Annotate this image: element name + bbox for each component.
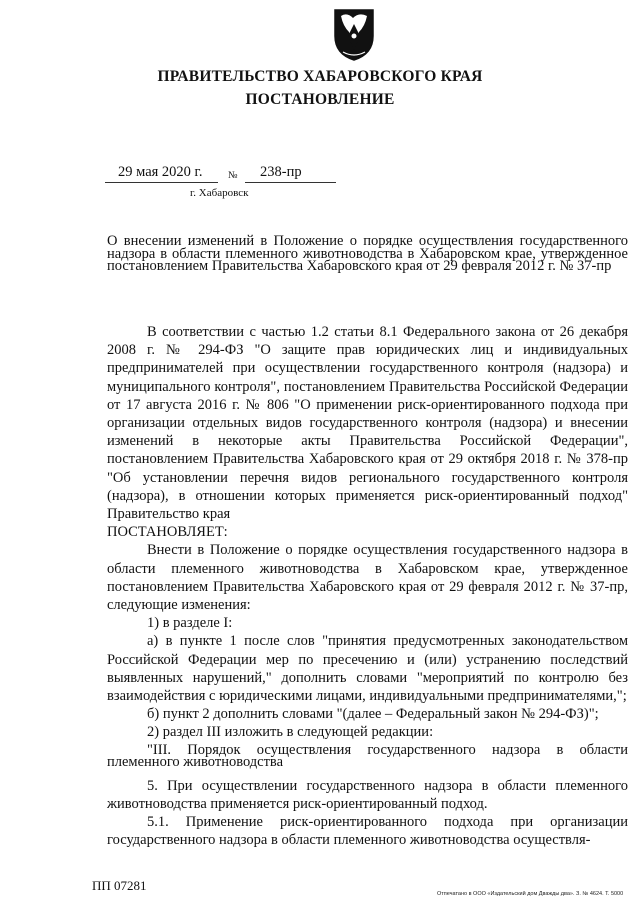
document-date: 29 мая 2020 г. <box>118 164 203 180</box>
paragraph-section-1: 1) в разделе I: <box>147 615 233 632</box>
number-symbol: № <box>228 170 238 181</box>
document-number: 238-пр <box>260 164 302 180</box>
document-body <box>107 323 628 849</box>
paragraph-item-a: а) в пункте 1 после слов "принятия предусмотренных законодательством Российской Федерации мер по пресечению и (или) устранению последствий выявленных нарушений," дополнить словами "мероприятий по контролю без взаимодействия с юридическими лицами, индивидуальными предпринимателями,"; <box>107 633 628 705</box>
document-city: г. Хабаровск <box>190 187 249 199</box>
paragraph-item-b: б) пункт 2 дополнить словами "(далее – Федеральный закон № 294-ФЗ)"; <box>147 706 599 723</box>
paragraph-section-3: 2) раздел III изложить в следующей редакции: <box>147 724 434 741</box>
section-3-heading: "III. Порядок осуществления государственного надзора в области племенного животноводства <box>107 741 628 771</box>
print-note: Отпечатано в ООО «Издательский дом Дважды два». З. № 4624. Т. 5000 <box>437 891 624 897</box>
resolves-heading: ПОСТАНОВЛЯЕТ: <box>107 524 228 541</box>
paragraph-amendments: Внести в Положение о порядке осуществления государственного надзора в области племенного животноводства в Хабаровском крае, утвержденное постановлением Правительства Хабаровского края от 29 февраля 2012 г. № 37-пр, следующие изменения: <box>107 542 628 614</box>
document-type-header: ПОСТАНОВЛЕНИЕ <box>245 91 395 108</box>
paragraph-5: 5. При осуществлении государственного надзора в области племенного животноводства применяется риск-ориентированный подход. <box>107 777 628 812</box>
date-underline <box>105 182 218 183</box>
paragraph-5-1: 5.1. Применение риск-ориентированного подхода при организации государственного надзора в области племенного животноводства осуществля- <box>107 814 628 849</box>
coat-of-arms-emblem <box>329 6 379 62</box>
preamble-paragraph: В соответствии с частью 1.2 статьи 8.1 Федерального закона от 26 декабря 2008 г. № 294-ФЗ "О защите прав юридических лиц и индивидуальных предпринимателей при осуществлении государственного контроля (надзора) и муниципального контроля", постановлением Правительства Российской Федерации от 17 августа 2016 г. № 806 "О применении риск-ориентированного подхода при организации отдельных видов государственного контроля (надзора) и внесении изменений в некоторые акты Правительства Российской Федерации", постановлением Правительства Хабаровского края от 29 октября 2018 г. № 378-пр "Об установлении перечня видов регионального государственного контроля (надзора), в отношении которых применяется риск-ориентированный подход" Правительство края <box>107 324 628 523</box>
document-title: О внесении изменений в Положение о порядке осуществления государственного надзора в области племенного животноводства в Хабаровском крае, утвержденное постановлением Правительства Хабаровского края от 29 февраля 2012 г. № 37-пр <box>107 233 628 274</box>
footer-code: ПП 07281 <box>92 878 147 893</box>
government-header: ПРАВИТЕЛЬСТВО ХАБАРОВСКОГО КРАЯ <box>157 68 483 85</box>
number-underline <box>245 182 336 183</box>
